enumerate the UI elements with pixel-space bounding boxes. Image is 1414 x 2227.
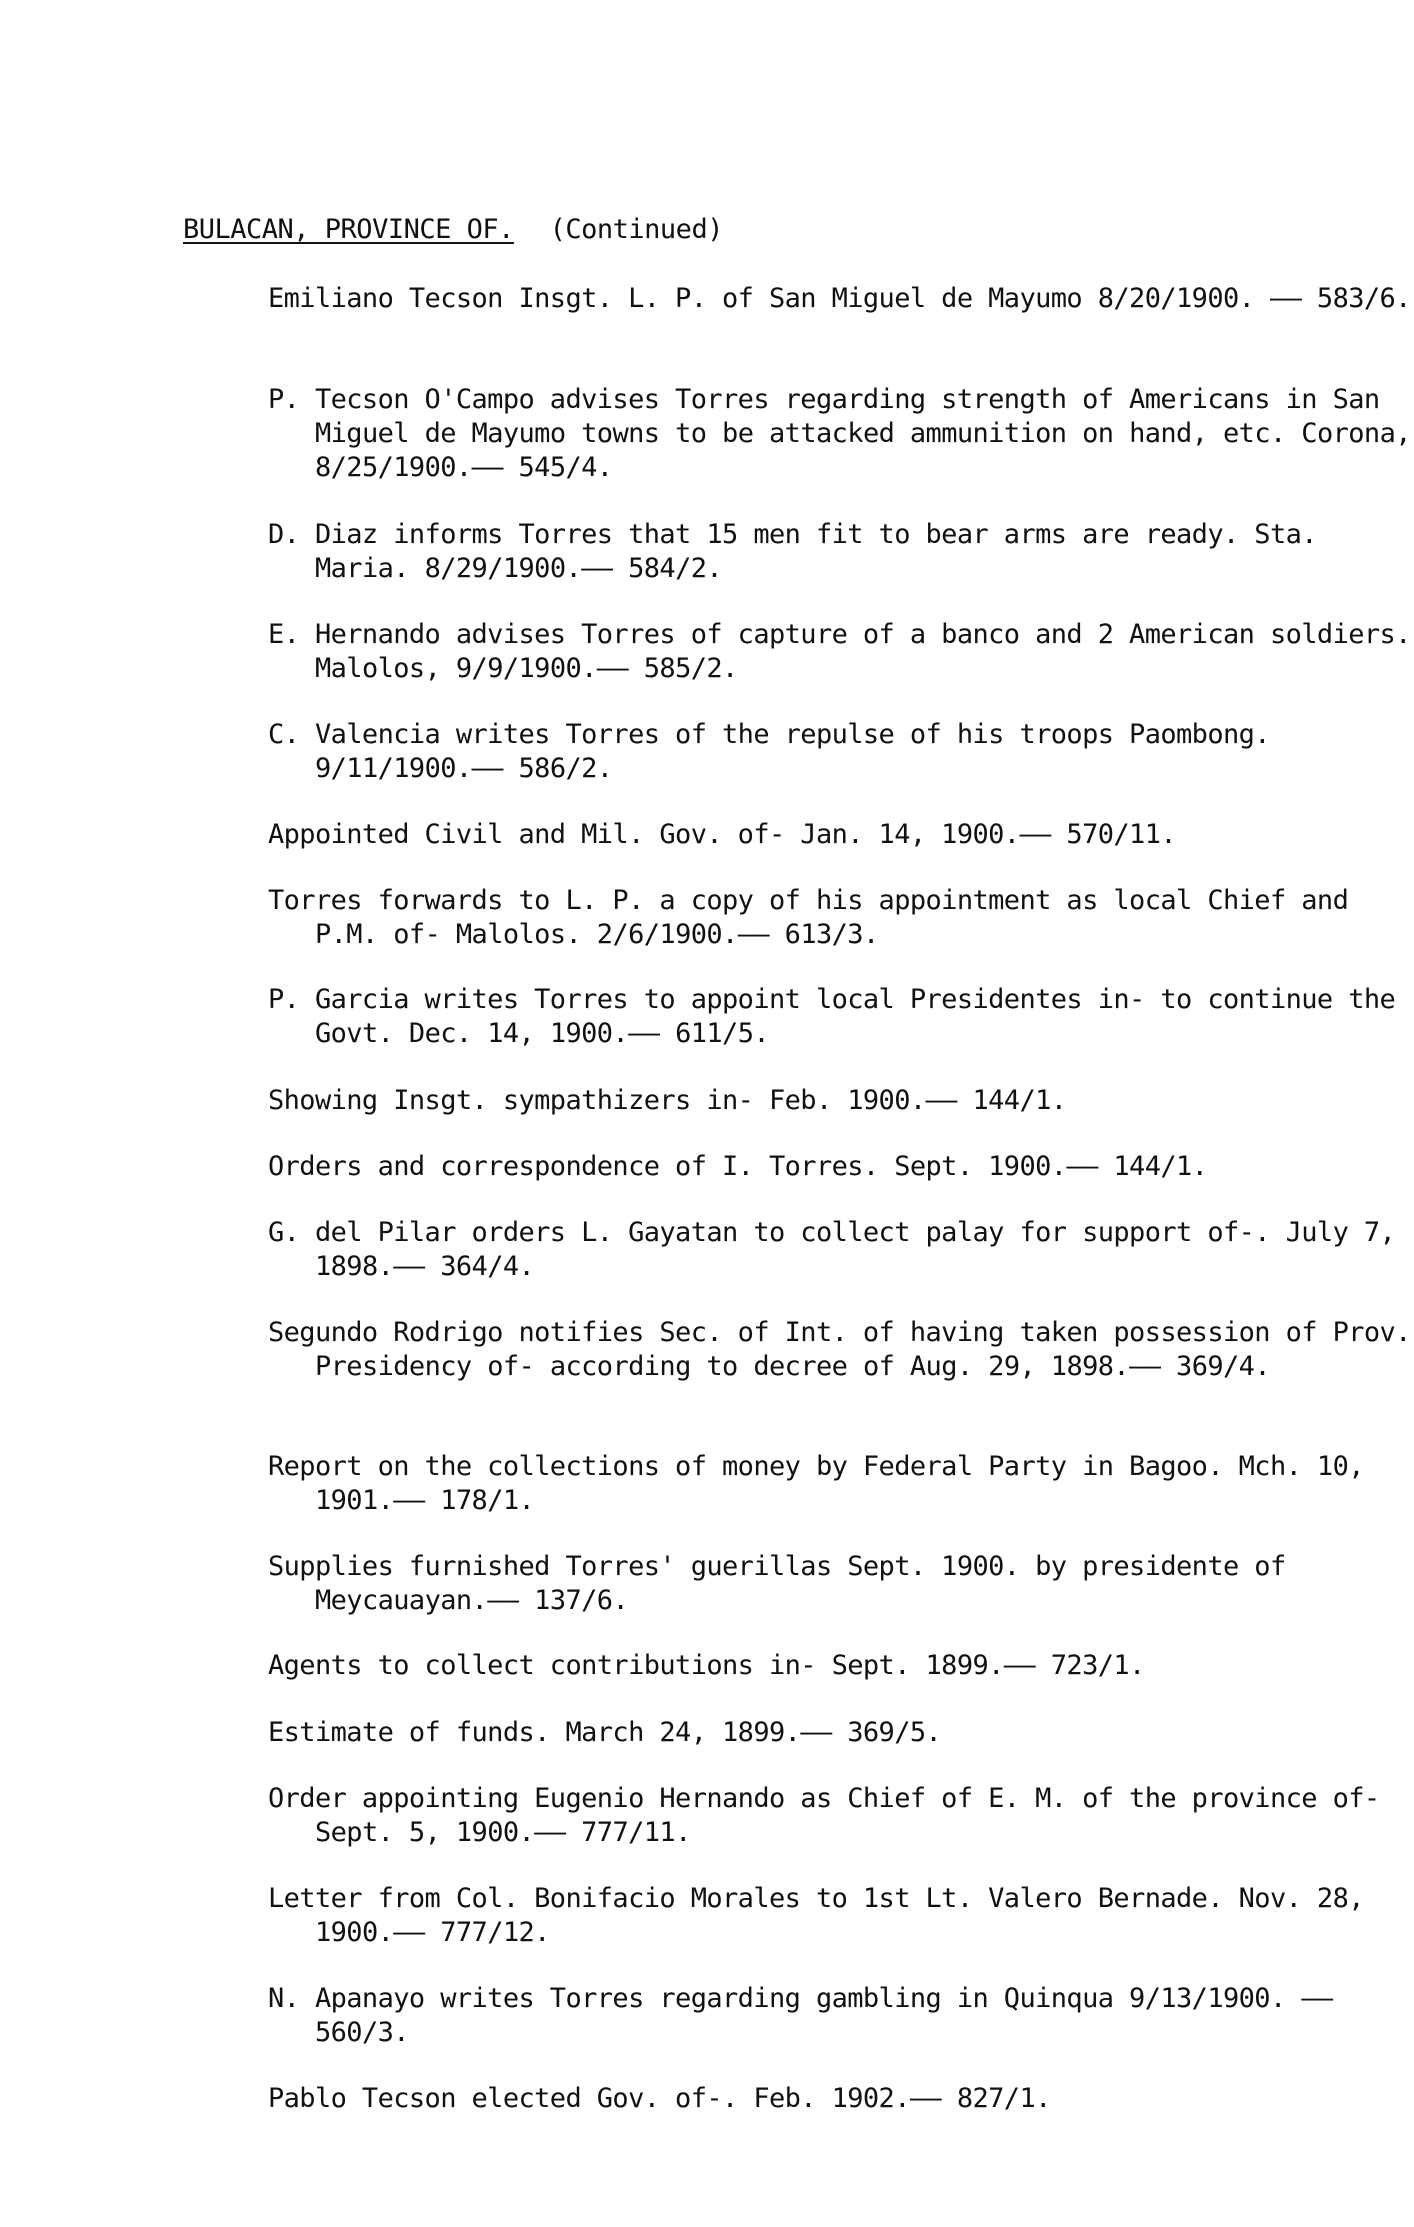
index-entry-7: Torres forwards to L. P. a copy of his appointment as local Chief and P.M. of- Malolos. 2/6/1900.—— 613/3. bbox=[268, 885, 1349, 950]
index-entry-19: N. Apanayo writes Torres regarding gambling in Quinqua 9/13/1900. —— 560/3. bbox=[268, 1983, 1333, 2048]
index-entry-9: Showing Insgt. sympathizers in- Feb. 1900.—— 144/1. bbox=[268, 1085, 1067, 1116]
index-entry-14: Supplies furnished Torres' guerillas Sept. 1900. by presidente of Meycauayan.—— 137/6. bbox=[268, 1551, 1286, 1616]
index-entry-1: Emiliano Tecson Insgt. L. P. of San Miguel de Mayumo 8/20/1900. —— 583/6. bbox=[268, 283, 1411, 314]
index-entry-13: Report on the collections of money by Federal Party in Bagoo. Mch. 10, 1901.—— 178/1. bbox=[268, 1451, 1364, 1516]
page-header bbox=[183, 212, 723, 248]
header-continued: (Continued) bbox=[549, 214, 723, 245]
index-entry-15: Agents to collect contributions in- Sept. 1899.—— 723/1. bbox=[268, 1650, 1145, 1681]
index-entry-6: Appointed Civil and Mil. Gov. of- Jan. 14, 1900.—— 570/11. bbox=[268, 819, 1177, 850]
index-entry-4: E. Hernando advises Torres of capture of a banco and 2 American soldiers. Malolos, 9/9/1900.—— 585/2. bbox=[268, 619, 1411, 684]
index-entry-16: Estimate of funds. March 24, 1899.—— 369/5. bbox=[268, 1717, 942, 1748]
header-title: BULACAN, PROVINCE OF. bbox=[183, 214, 514, 245]
index-entry-17: Order appointing Eugenio Hernando as Chief of E. M. of the province of- Sept. 5, 1900.—— 777/11. bbox=[268, 1783, 1380, 1848]
index-entry-3: D. Diaz informs Torres that 15 men fit to bear arms are ready. Sta. Maria. 8/29/1900.—— 584/2. bbox=[268, 519, 1317, 584]
index-entry-2: P. Tecson O'Campo advises Torres regarding strength of Americans in San Miguel de Mayumo towns to be attacked ammunition on hand, etc. Corona, 8/25/1900.—— 545/4. bbox=[268, 384, 1411, 483]
index-entry-8: P. Garcia writes Torres to appoint local Presidentes in- to continue the Govt. Dec. 14, 1900.—— 611/5. bbox=[268, 984, 1396, 1049]
index-entry-12: Segundo Rodrigo notifies Sec. of Int. of having taken possession of Prov. Presidency of- according to decree of Aug. 29, 1898.—— 369/4. bbox=[268, 1317, 1411, 1382]
index-entry-5: C. Valencia writes Torres of the repulse of his troops Paombong. 9/11/1900.—— 586/2. bbox=[268, 719, 1270, 784]
index-entry-20: Pablo Tecson elected Gov. of-. Feb. 1902.—— 827/1. bbox=[268, 2083, 1051, 2114]
index-entry-10: Orders and correspondence of I. Torres. Sept. 1900.—— 144/1. bbox=[268, 1151, 1208, 1182]
index-entry-18: Letter from Col. Bonifacio Morales to 1st Lt. Valero Bernade. Nov. 28, 1900.—— 777/12. bbox=[268, 1883, 1364, 1948]
index-entry-11: G. del Pilar orders L. Gayatan to collect palay for support of-. July 7, 1898.—— 364/4. bbox=[268, 1217, 1396, 1282]
